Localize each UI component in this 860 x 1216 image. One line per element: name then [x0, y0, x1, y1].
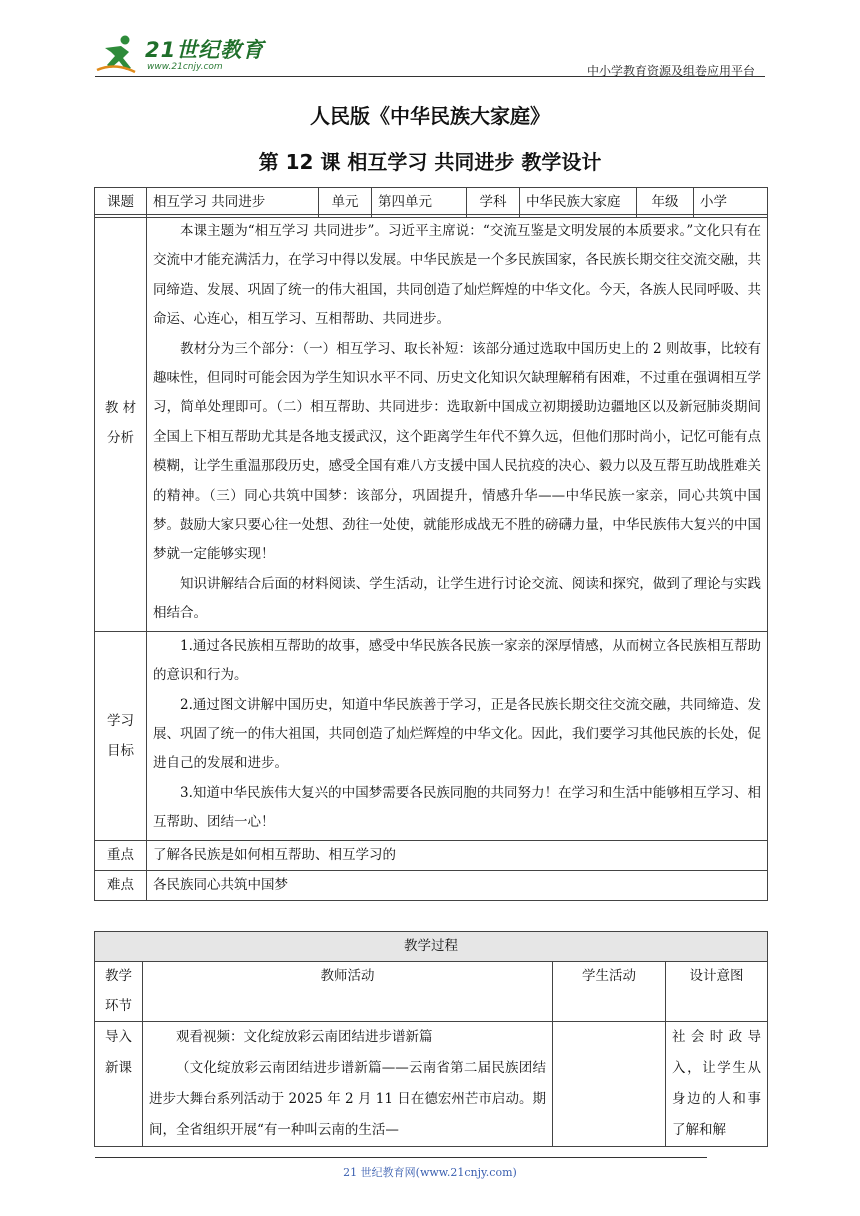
- teacher-cell: [143, 1022, 553, 1147]
- document-title: 人民版《中华民族大家庭》: [310, 104, 550, 128]
- analysis-paragraph: 本课主题为“相互学习 共同进步”。习近平主席说：“交流互鉴是文明发展的本质要求。”文化只有在交流中才能充满活力，在学习中得以发展。中华民族是一个多民族国家，各民族长期交往交流交融，共同缔造、发展、巩固了统一的伟大祖国，共同创造了灿烂辉煌的中华文化。今天，各族人民同呼吸、共命运、心连心，相互学习、互相帮助、共同进步。: [153, 223, 761, 328]
- col-intent-header: 设计意图: [666, 962, 768, 1022]
- platform-tagline: 中小学教育资源及组卷应用平台: [586, 64, 755, 78]
- unit-label: 单元: [319, 188, 372, 218]
- teacher-activity-title: 观看视频：文化绽放彩云南团结进步谱新篇: [176, 1029, 433, 1046]
- analysis-content: [147, 215, 768, 632]
- analysis-label: 教 材 分析: [95, 215, 147, 632]
- runner-logo-icon: [95, 34, 141, 74]
- grade-value: 小学: [694, 188, 768, 218]
- difficulty-value: 各民族同心共筑中国梦: [147, 870, 768, 900]
- analysis-paragraph: 知识讲解结合后面的材料阅读、学生活动，让学生进行讨论交流、阅读和探究，做到了理论与实践相结合。: [153, 575, 761, 622]
- logo: [95, 34, 265, 74]
- key-point-row: [95, 840, 768, 870]
- col-student-header: 学生活动: [553, 962, 666, 1022]
- col-stage-header: 教学 环节: [95, 962, 143, 1022]
- difficulty-label: 难点: [95, 870, 147, 900]
- stage-cell: 导入 新课: [95, 1022, 143, 1147]
- process-row: [95, 1022, 768, 1147]
- process-header-row: [95, 962, 768, 1022]
- goal-item: 2.通过图文讲解中国历史，知道中华民族善于学习，正是各民族长期交往交流交融，共同缔造、发展、巩固了统一的伟大祖国，共同创造了灿烂辉煌的中华文化。因此，我们要学习其他民族的长处，促进自己的发展和进步。: [153, 696, 761, 772]
- difficulty-row: [95, 870, 768, 900]
- goals-row: [95, 631, 768, 840]
- process-table: [94, 931, 768, 1147]
- topic-label: 课题: [95, 188, 147, 218]
- subject-label: 学科: [467, 188, 520, 218]
- footer-text: 21 世纪教育网(www.21cnjy.com): [343, 1166, 517, 1179]
- goal-item: 3.知道中华民族伟大复兴的中国梦需要各民族同胞的共同努力！在学习和生活中能够相互学习、相互帮助、团结一心！: [153, 784, 761, 831]
- process-title-row: [95, 932, 768, 962]
- teacher-activity-text: （文化绽放彩云南团结进步谱新篇——云南省第二届民族团结进步大舞台系列活动于 2025 年 2 月 11 日在德宏州芒市启动。期间，全省组织开展“有一种叫云南的生活—: [149, 1060, 546, 1139]
- key-point-value: 了解各民族是如何相互帮助、相互学习的: [147, 840, 768, 870]
- logo-url: www.21cnjy.com: [147, 62, 223, 72]
- goal-item: 1.通过各民族相互帮助的故事，感受中华民族各民族一家亲的深厚情感，从而树立各民族相互帮助的意识和行为。: [153, 637, 761, 684]
- analysis-row: [95, 215, 768, 632]
- process-title: 教学过程: [95, 932, 768, 962]
- unit-value: 第四单元: [372, 188, 467, 218]
- document-subtitle: 第 12 课 相互学习 共同进步 教学设计: [258, 150, 602, 174]
- logo-text: 21世纪教育: [145, 38, 265, 62]
- student-cell: [553, 1022, 666, 1147]
- analysis-paragraph: 教材分为三个部分：（一）相互学习、取长补短：该部分通过选取中国历史上的 2 则故事，比较有趣味性，但同时可能会因为学生知识水平不同、历史文化知识欠缺理解稍有困难，不过重在强调相互学习，简单处理即可。（二）相互帮助、共同进步：选取新中国成立初期援助边疆地区以及新冠肺炎期间全国上下相互帮助尤其是各地支援武汉，这个距离学生年代不算久远，但他们那时尚小，记忆可能有点模糊，让学生重温那段历史，感受全国有难八方支援中国人民抗疫的决心、毅力以及互帮互助战胜难关的精神。（三）同心共筑中国梦：该部分，巩固提升，情感升华——中华民族一家亲，同心共筑中国梦。鼓励大家只要心往一处想、劲往一处使，就能形成战无不胜的磅礴力量，中华民族伟大复兴的中国梦就一定能够实现！: [153, 340, 761, 563]
- header-divider: [95, 76, 765, 77]
- page-header: [95, 30, 765, 78]
- col-teacher-header: 教师活动: [143, 962, 553, 1022]
- grade-label: 年级: [637, 188, 694, 218]
- subject-value: 中华民族大家庭: [520, 188, 637, 218]
- key-point-label: 重点: [95, 840, 147, 870]
- intent-cell: 社会时政导入，让学生从身边的人和事了解和解: [666, 1022, 768, 1147]
- topic-value: 相互学习 共同进步: [147, 188, 319, 218]
- goals-content: [147, 631, 768, 840]
- goals-label: 学习 目标: [95, 631, 147, 840]
- footer-divider: [95, 1157, 707, 1158]
- content-table: [94, 214, 768, 901]
